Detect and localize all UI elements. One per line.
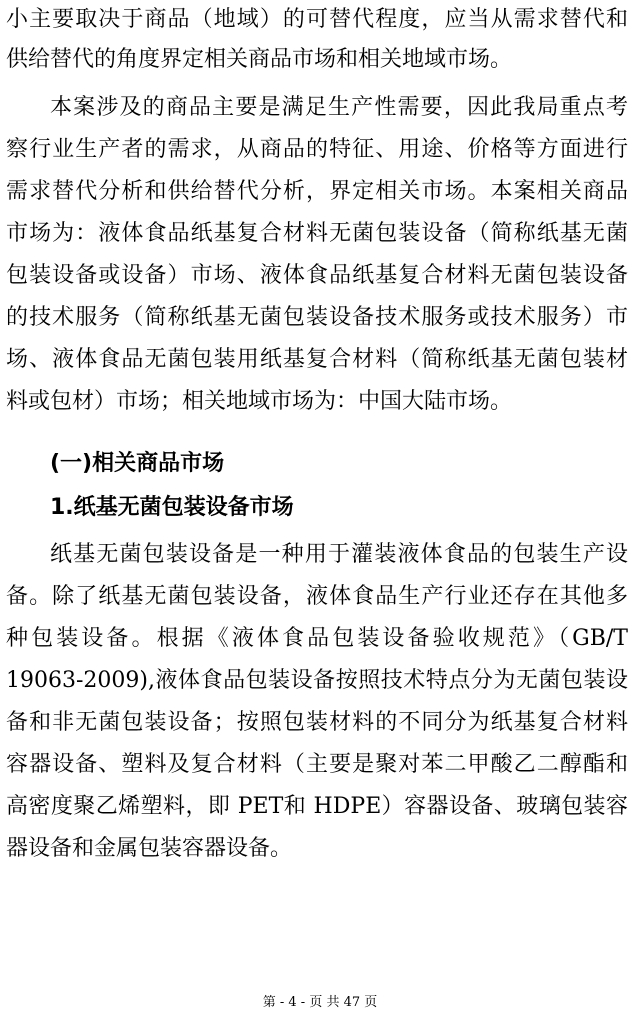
paragraph-2-line-2: 察行业生产者的需求，从商品的特征、用途、价格等方面进行 <box>6 137 628 162</box>
paragraph-3-line-6: 容器设备、塑料及复合材料（主要是聚对苯二甲酸乙二醇酯和 <box>6 752 628 777</box>
paragraph-3-line-4: 19063-2009),液体食品包装设备按照技术特点分为无菌包装设 <box>6 668 628 693</box>
paragraph-3-line-1: 纸基无菌包装设备是一种用于灌装液体食品的包装生产设 <box>50 542 628 567</box>
paragraph-3-line-2: 备。除了纸基无菌包装设备，液体食品生产行业还存在其他多 <box>6 584 628 609</box>
subsection-heading: 1.纸基无菌包装设备市场 <box>50 495 294 520</box>
paragraph-1-line-2: 供给替代的角度界定相关商品市场和相关地域市场。 <box>6 47 513 72</box>
paragraph-2-line-8: 料或包材）市场；相关地域市场为：中国大陆市场。 <box>6 389 513 414</box>
section-heading: (一)相关商品市场 <box>50 451 225 476</box>
paragraph-2-line-5: 包装设备或设备）市场、液体食品纸基复合材料无菌包装设备 <box>6 263 628 288</box>
paragraph-2-line-6: 的技术服务（简称纸基无菌包装设备技术服务或技术服务）市 <box>6 305 628 330</box>
page-number-footer: 第 - 4 - 页 共 47 页 <box>262 995 378 1010</box>
paragraph-3-line-7: 高密度聚乙烯塑料，即 PET和 HDPE）容器设备、玻璃包装容 <box>6 794 628 819</box>
paragraph-2-line-4: 市场为：液体食品纸基复合材料无菌包装设备（简称纸基无菌 <box>6 221 628 246</box>
paragraph-1-line-1: 小主要取决于商品（地域）的可替代程度，应当从需求替代和 <box>6 7 628 32</box>
paragraph-2-line-7: 场、液体食品无菌包装用纸基复合材料（简称纸基无菌包装材 <box>6 347 628 372</box>
paragraph-3-line-5: 备和非无菌包装设备；按照包装材料的不同分为纸基复合材料 <box>6 710 628 735</box>
paragraph-2-line-1: 本案涉及的商品主要是满足生产性需要，因此我局重点考 <box>50 95 628 120</box>
paragraph-3-line-3: 种包装设备。根据《液体食品包装设备验收规范》（GB/T <box>6 626 628 651</box>
paragraph-3-line-8: 器设备和金属包装容器设备。 <box>6 836 293 861</box>
paragraph-2-line-3: 需求替代分析和供给替代分析，界定相关市场。本案相关商品 <box>6 179 628 204</box>
